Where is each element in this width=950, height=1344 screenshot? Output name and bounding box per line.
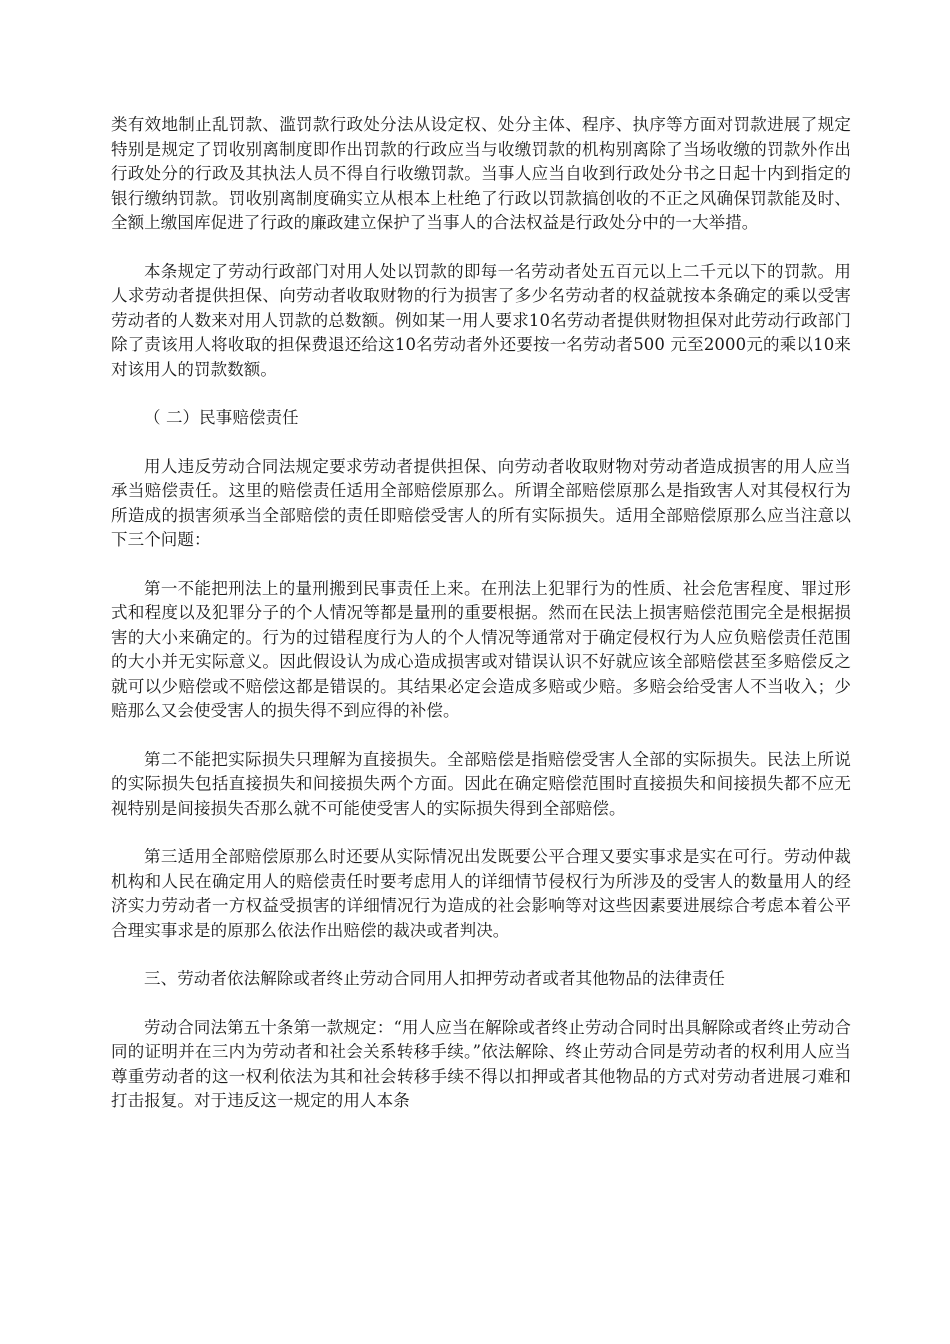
paragraph-point-two: 第二不能把实际损失只理解为直接损失。全部赔偿是指赔偿受害人全部的实际损失。民法上所说的实际损失包括直接损失和间接损失两个方面。因此在确定赔偿范围时直接损失和间接损失都不应无视特别是间接损失否那么就不可能使受害人的实际损失得到全部赔偿。 <box>111 749 851 818</box>
section-heading-three: 三、劳动者依法解除或者终止劳动合同用人扣押劳动者或者其他物品的法律责任 <box>144 969 725 988</box>
document-body <box>111 113 851 1138</box>
paragraph-fine-amount: 本条规定了劳动行政部门对用人处以罚款的即每一名劳动者处五百元以上二千元以下的罚款。用人求劳动者提供担保、向劳动者收取财物的行为损害了多少名劳动者的权益就按本条确定的乘以受害劳动者的人数来对用人罚款的总数额。例如某一用人要求10名劳动者提供财物担保对此劳动行政部门除了责该用人将收取的担保费退还给这10名劳动者外还要按一名劳动者500 元至2000元的乘以10来对该用人的罚款数额。 <box>111 261 851 379</box>
paragraph-continuation: 类有效地制止乱罚款、滥罚款行政处分法从设定权、处分主体、程序、执序等方面对罚款进展了规定特别是规定了罚收别离制度即作出罚款的行政应当与收缴罚款的机构别离除了当场收缴的罚款外作出行政处分的行政及其执法人员不得自行收缴罚款。当事人应当自收到行政处分书之日起十内到指定的银行缴纳罚款。罚收别离制度确实立从根本上杜绝了行政以罚款搞创收的不正之风确保罚款能及时、全额上缴国库促进了行政的廉政建立保护了当事人的合法权益是行政处分中的一大举措。 <box>111 115 851 232</box>
paragraph-compensation: 用人违反劳动合同法规定要求劳动者提供担保、向劳动者收取财物对劳动者造成损害的用人应当承当赔偿责任。这里的赔偿责任适用全部赔偿原那么。所谓全部赔偿原那么是指致害人对其侵权行为所造成的损害须承当全部赔偿的责任即赔偿受害人的所有实际损失。适用全部赔偿原那么应当注意以下三个问题： <box>111 456 851 549</box>
paragraph-article-fifty: 劳动合同法第五十条第一款规定：“用人应当在解除或者终止劳动合同时出具解除或者终止劳动合同的证明并在三内为劳动者和社会关系转移手续。”依法解除、终止劳动合同是劳动者的权利用人应当尊重劳动者的这一权利依法为其和社会转移手续不得以扣押或者其他物品的方式对劳动者进展刁难和打击报复。对于违反这一规定的用人本条 <box>111 1017 851 1110</box>
section-heading-civil-liability: （ 二）民事赔偿责任 <box>144 408 299 427</box>
paragraph-point-one: 第一不能把刑法上的量刑搬到民事责任上来。在刑法上犯罪行为的性质、社会危害程度、罪过形式和程度以及犯罪分子的个人情况等都是量刑的重要根据。然而在民法上损害赔偿范围完全是根据损害的大小来确定的。行为的过错程度行为人的个人情况等通常对于确定侵权行为人应负赔偿责任范围的大小并无实际意义。因此假设认为成心造成损害或对错误认识不好就应该全部赔偿甚至多赔偿反之就可以少赔偿或不赔偿这都是错误的。其结果必定会造成多赔或少赔。多赔会给受害人不当收入；少赔那么又会使受害人的损失得不到应得的补偿。 <box>111 578 851 720</box>
paragraph-point-three: 第三适用全部赔偿原那么时还要从实际情况出发既要公平合理又要实事求是实在可行。劳动仲裁机构和人民在确定用人的赔偿责任时要考虑用人的详细情节侵权行为所涉及的受害人的数量用人的经济实力劳动者一方权益受损害的详细情况行为造成的社会影响等对这些因素要进展综合考虑本着公平合理实事求是的原那么依法作出赔偿的裁决或者判决。 <box>111 847 851 940</box>
